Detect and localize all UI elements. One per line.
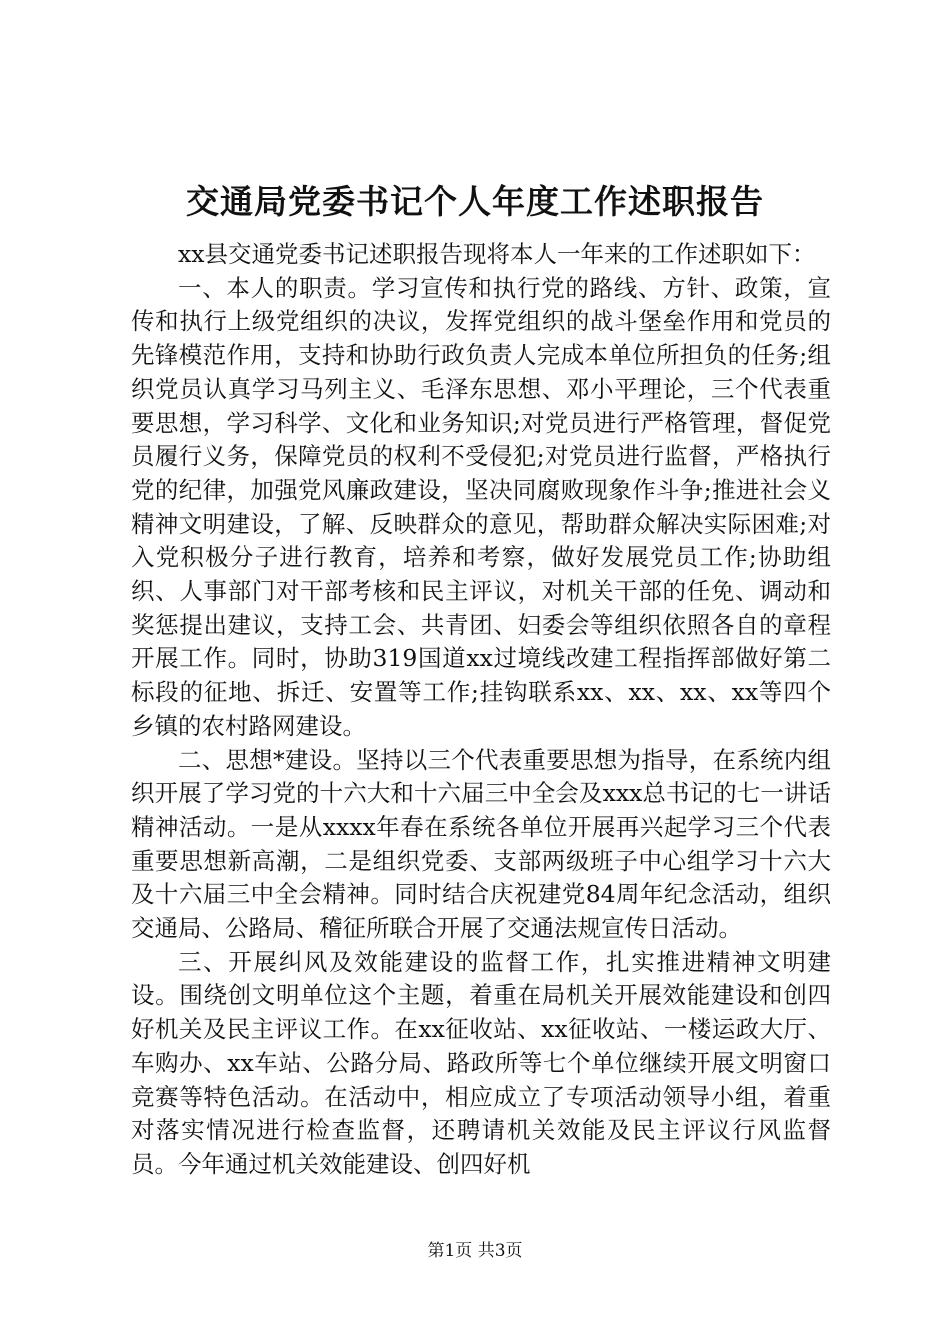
document-title: 交通局党委书记个人年度工作述职报告 xyxy=(186,182,764,221)
paragraph-intro: xx县交通党委书记述职报告现将本人一年来的工作述职如下： xyxy=(178,240,816,268)
page-footer: 第1页 共3页 xyxy=(427,1241,523,1261)
paragraph-supervision: 三、开展纠风及效能建设的监督工作，扎实推进精神文明建设。围绕创文明单位这个主题，着重在局机关开展效能建设和创四好机关及民主评议工作。在xx征收站、xx征收站、一楼运政大厅、车购办、xx车站、公路分局、路政所等七个单位继续开展文明窗口竞赛等特色活动。在活动中，相应成立了专项活动领导小组，着重对落实情况进行检查监督，还聘请机关效能及民主评议行风监督员。今年通过机关效能建设、创四好机 xyxy=(131,947,831,1178)
paragraph-duties: 一、本人的职责。学习宣传和执行党的路线、方针、政策，宣传和执行上级党组织的决议，发挥党组织的战斗堡垒作用和党员的先锋模范作用，支持和协助行政负责人完成本单位所担负的任务;组织党员认真学习马列主义、毛泽东思想、邓小平理论，三个代表重要思想，学习科学、文化和业务知识;对党员进行严格管理，督促党员履行义务，保障党员的权利不受侵犯;对党员进行监督，严格执行党的纪律，加强党风廉政建设，坚决同腐败现象作斗争;推进社会义精神文明建设，了解、反映群众的意见，帮助群众解决实际困难;对入党积极分子进行教育，培养和考察，做好发展党员工作;协助组织、人事部门对干部考核和民主评议，对机关干部的任免、调动和奖惩提出建议，支持工会、共青团、妇委会等组织依照各自的章程开展工作。同时，协助319国道xx过境线改建工程指挥部做好第二标段的征地、拆迁、安置等工作;挂钩联系xx、xx、xx、xx等四个乡镇的农村路网建设。 xyxy=(131,273,831,740)
paragraph-ideology: 二、思想*建设。坚持以三个代表重要思想为指导，在系统内组织开展了学习党的十六大和十六届三中全会及xxx总书记的七一讲话精神活动。一是从xxxx年春在系统各单位开展再兴起学习三个代表重要思想新高潮，二是组织党委、支部两级班子中心组学习十六大及十六届三中全会精神。同时结合庆祝建党84周年纪念活动，组织交通局、公路局、稽征所联合开展了交通法规宣传日活动。 xyxy=(131,745,831,943)
document-body xyxy=(131,238,831,1182)
